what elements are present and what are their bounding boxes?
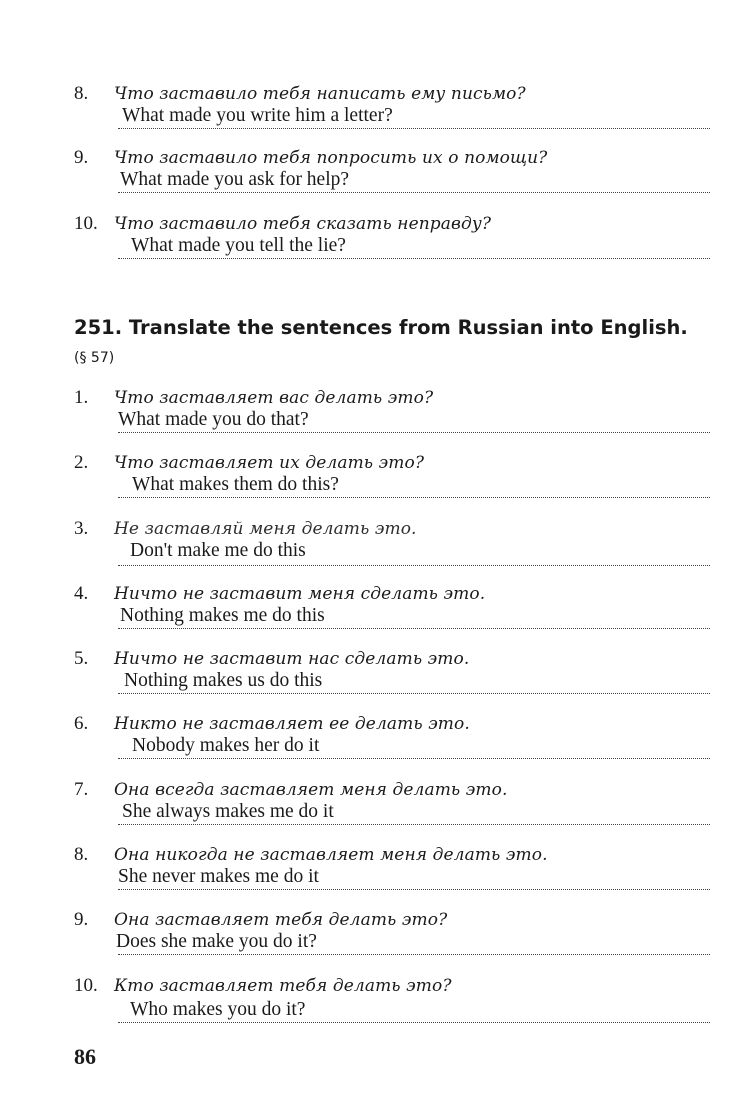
item-number: 10.: [74, 213, 98, 234]
english-answer: Nothing makes us do this: [124, 670, 323, 691]
russian-sentence: Что заставило тебя написать ему письмо?: [114, 84, 526, 104]
english-answer: Who makes you do it?: [130, 999, 306, 1020]
answer-line: [118, 128, 710, 129]
english-answer: She always makes me do it: [122, 801, 334, 822]
item-number: 9.: [74, 909, 89, 930]
item-number: 1.: [74, 387, 89, 408]
english-answer: Does she make you do it?: [116, 931, 317, 952]
item-number: 8.: [74, 844, 89, 865]
russian-sentence: Что заставило тебя попросить их о помощи?: [114, 148, 548, 168]
english-answer: Nobody makes her do it: [132, 735, 320, 756]
english-answer: Don't make me do this: [130, 540, 306, 561]
russian-sentence: Она всегда заставляет меня делать это.: [114, 780, 508, 800]
english-answer: Nothing makes me do this: [120, 605, 325, 626]
russian-sentence: Она заставляет тебя делать это?: [114, 910, 448, 930]
russian-sentence: Она никогда не заставляет меня делать это.: [114, 845, 548, 865]
item-number: 9.: [74, 147, 89, 168]
english-answer: What made you ask for help?: [120, 169, 350, 190]
answer-line: [118, 758, 710, 759]
answer-line: [118, 693, 710, 694]
answer-line: [118, 889, 710, 890]
answer-line: [118, 954, 710, 955]
russian-sentence: Что заставило тебя сказать неправду?: [114, 214, 492, 234]
page-number: 86: [74, 1044, 96, 1069]
item-number: 7.: [74, 779, 89, 800]
exercise-heading: 251. Translate the sentences from Russian into English.: [74, 316, 688, 339]
russian-sentence: Ничто не заставит меня сделать это.: [114, 584, 486, 604]
grammar-reference: (§ 57): [74, 350, 115, 366]
russian-sentence: Ничто не заставит нас сделать это.: [114, 649, 470, 669]
russian-sentence: Не заставляй меня делать это.: [114, 519, 417, 539]
russian-sentence: Кто заставляет тебя делать это?: [114, 976, 452, 996]
russian-sentence: Что заставляет вас делать это?: [114, 388, 434, 408]
english-answer: She never makes me do it: [118, 866, 319, 887]
english-answer: What made you tell the lie?: [131, 235, 346, 256]
english-answer: What made you write him a letter?: [122, 105, 393, 126]
answer-line: [118, 628, 710, 629]
answer-line: [118, 258, 710, 259]
english-answer: What made you do that?: [118, 409, 309, 430]
item-number: 5.: [74, 648, 89, 669]
item-number: 6.: [74, 713, 89, 734]
answer-line: [118, 497, 710, 498]
item-number: 4.: [74, 583, 89, 604]
item-number: 3.: [74, 518, 89, 539]
russian-sentence: Что заставляет их делать это?: [114, 453, 425, 473]
english-answer: What makes them do this?: [132, 474, 339, 495]
item-number: 2.: [74, 452, 89, 473]
answer-line: [118, 824, 710, 825]
item-number: 8.: [74, 83, 89, 104]
item-number: 10.: [74, 975, 98, 996]
answer-line: [118, 432, 710, 433]
answer-line: [118, 192, 710, 193]
answer-line: [118, 1022, 710, 1023]
answer-line: [118, 565, 710, 566]
russian-sentence: Никто не заставляет ее делать это.: [114, 714, 470, 734]
